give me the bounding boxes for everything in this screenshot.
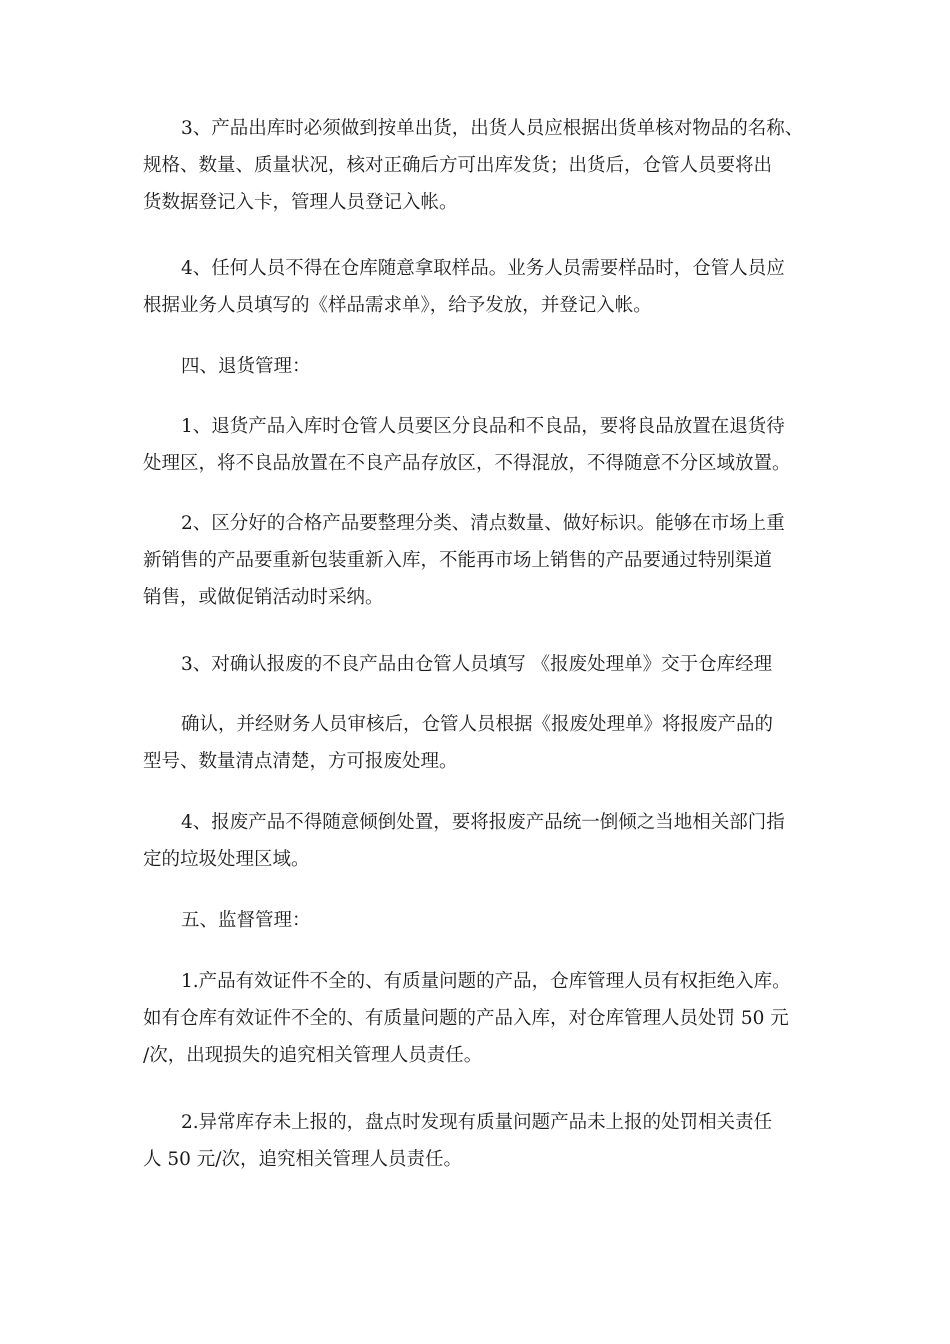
text-line: 3、产品出库时必须做到按单出货，出货人员应根据出货单核对物品的名称、 [181, 118, 804, 139]
text-line: 2、区分好的合格产品要整理分类、清点数量、做好标识。能够在市场上重 [181, 513, 785, 534]
text-line: 新销售的产品要重新包装重新入库，不能再市场上销售的产品要通过特别渠道 [143, 550, 773, 571]
heading-text: 五、监督管理： [181, 910, 311, 931]
text-line: 4、任何人员不得在仓库随意拿取样品。业务人员需要样品时，仓管人员应 [181, 258, 785, 279]
text-line: 3、对确认报废的不良产品由仓管人员填写 《报废处理单》交于仓库经理 [181, 654, 773, 675]
section-heading-returns [143, 348, 823, 385]
text-line: 定的垃圾处理区域。 [143, 849, 310, 870]
paragraph-outbound-procedure [143, 110, 823, 221]
section-heading-supervision [143, 902, 823, 939]
paragraph-scrap-request [143, 646, 823, 683]
paragraph-inventory-penalty [143, 1104, 823, 1178]
text-line: 人 50 元/次，追究相关管理人员责任。 [143, 1149, 463, 1170]
text-line: 根据业务人员填写的《样品需求单》，给予发放，并登记入帐。 [143, 295, 652, 316]
text-line: 如有仓库有效证件不全的、有质量问题的产品入库，对仓库管理人员处罚 50 元 [143, 1008, 789, 1029]
paragraph-scrap-disposal [143, 804, 823, 878]
text-line: 规格、数量、质量状况，核对正确后方可出库发货；出货后，仓管人员要将出 [143, 155, 773, 176]
text-line: /次，出现损失的追究相关管理人员责任。 [143, 1045, 483, 1066]
heading-text: 四、退货管理： [181, 356, 311, 377]
text-line: 销售，或做促销活动时采纳。 [143, 587, 384, 608]
paragraph-sample-rules [143, 250, 823, 324]
text-line: 货数据登记入卡，管理人员登记入帐。 [143, 192, 458, 213]
paragraph-scrap-confirmation [143, 706, 823, 780]
text-line: 确认，并经财务人员审核后，仓管人员根据《报废处理单》将报废产品的 [181, 714, 774, 735]
text-line: 处理区，将不良品放置在不良产品存放区，不得混放，不得随意不分区域放置。 [143, 453, 791, 474]
text-line: 1、退货产品入库时仓管人员要区分良品和不良品，要将良品放置在退货待 [181, 416, 785, 437]
text-line: 1.产品有效证件不全的、有质量问题的产品，仓库管理人员有权拒绝入库。 [181, 971, 791, 992]
paragraph-returns-sorting [143, 408, 823, 482]
text-line: 型号、数量清点清楚，方可报废处理。 [143, 751, 458, 772]
paragraph-qualified-products [143, 505, 823, 616]
text-line: 4、报废产品不得随意倾倒处置，要将报废产品统一倒倾之当地相关部门指 [181, 812, 785, 833]
text-line: 2.异常库存未上报的，盘点时发现有质量问题产品未上报的处罚相关责任 [181, 1112, 773, 1133]
paragraph-certificate-penalty [143, 963, 823, 1074]
